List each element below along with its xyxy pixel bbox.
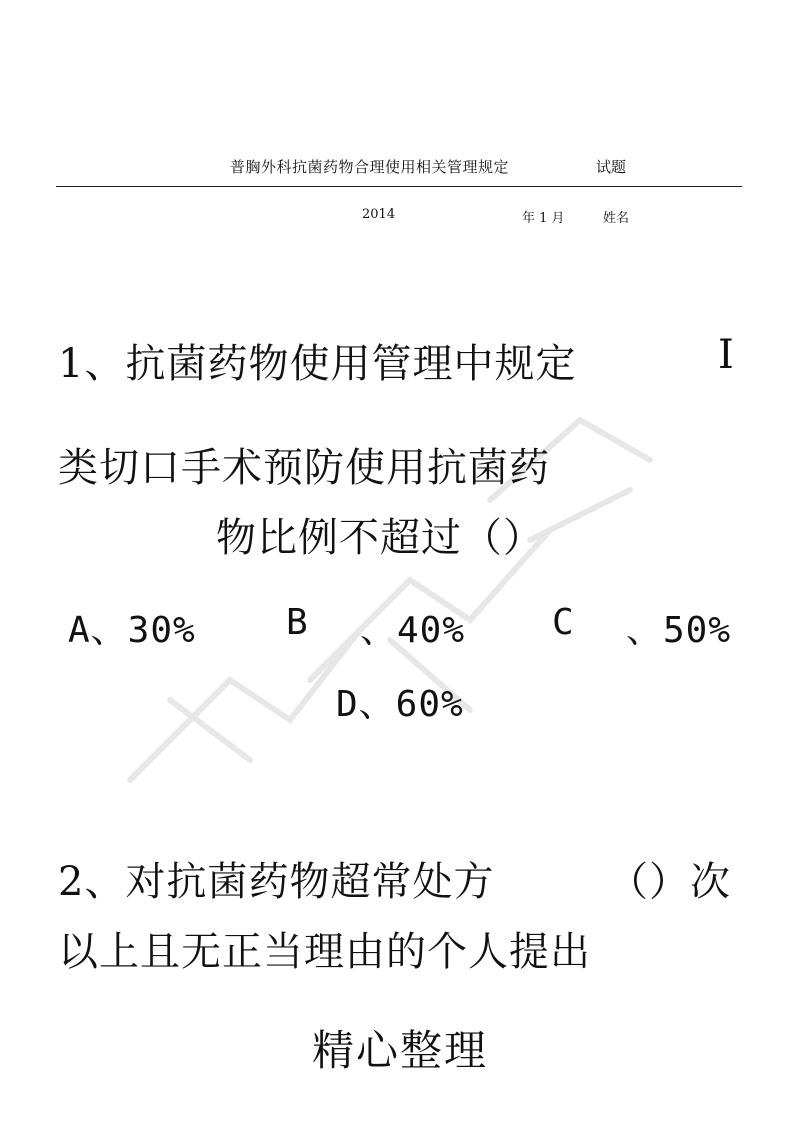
document-subtitle: 试题 <box>596 158 627 176</box>
option-b-letter: B <box>286 602 309 643</box>
option-c-letter: C <box>552 602 575 643</box>
header-divider <box>56 186 742 187</box>
question-2-line-1-tail: （）次 <box>608 859 731 905</box>
document-title: 普胸外科抗菌药物合理使用相关管理规定 <box>230 158 510 176</box>
footer-text: 精心整理 <box>311 1026 488 1075</box>
question-1-line-2: 类切口手术预防使用抗菌药 <box>58 445 550 491</box>
exam-year: 2014 <box>362 207 396 222</box>
option-b-value: 、40% <box>360 610 466 651</box>
option-a: A、30% <box>68 610 196 651</box>
name-label: 姓名 <box>603 211 630 226</box>
question-2-line-2: 以上且无正当理由的个人提出 <box>58 929 591 975</box>
question-1-line-1: 1、抗菌药物使用管理中规定 <box>58 341 577 387</box>
option-c-value: 、50% <box>626 610 732 651</box>
question-2-line-1: 2、对抗菌药物超常处方 <box>58 859 495 905</box>
option-d: D、60% <box>336 684 464 725</box>
exam-month: 年 1 月 <box>522 211 565 226</box>
question-1-line-1-tail: I <box>718 332 735 378</box>
question-1-line-3: 物比例不超过（） <box>216 515 544 561</box>
